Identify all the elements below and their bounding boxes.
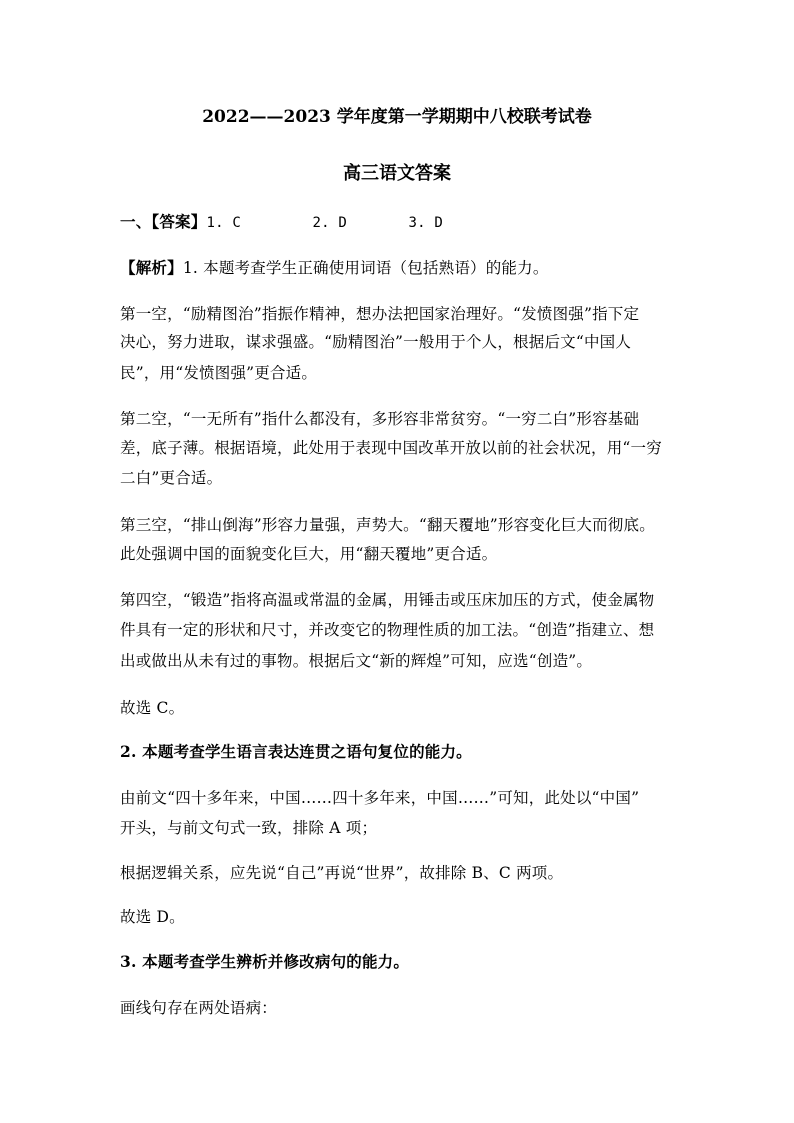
blank4-line-3: 出或做出从未有过的事物。根据后文“新的辉煌”可知，应选“创造”。 — [120, 652, 593, 670]
blank1-line-3: 民”，用“发愤图强”更合适。 — [120, 364, 318, 382]
answer-item-1: 1. C — [206, 215, 241, 231]
q2-heading: 2. 本题考查学生语言表达连贯之语句复位的能力。 — [120, 742, 472, 761]
answer-line — [120, 211, 710, 234]
exam-title: 2022——2023 学年度第一学期期中八校联考试卷 — [202, 107, 592, 127]
choose-line-2: 故选 D。 — [120, 908, 185, 926]
q3-line: 画线句存在两处语病： — [120, 999, 278, 1017]
choose-line-1: 故选 C。 — [120, 699, 185, 717]
blank1-line-2: 决心，努力进取，谋求强盛。“励精图治”一般用于个人，根据后文“中国人 — [120, 333, 632, 351]
analysis-intro-line — [120, 257, 710, 279]
blank2-line-1: 第二空，“一无所有”指什么都没有，多形容非常贫穷。“一穷二白”形容基础 — [120, 410, 640, 428]
q3-heading: 3. 本题考查学生辨析并修改病句的能力。 — [120, 952, 410, 971]
blank4-line-1: 第四空，“锻造”指将高温或常温的金属，用锤击或压床加压的方式，使金属物 — [120, 591, 655, 609]
blank3-line-2: 此处强调中国的面貌变化巨大，用“翻天覆地”更合适。 — [120, 545, 498, 563]
q2-logic-line: 根据逻辑关系，应先说“自己”再说“世界”，故排除 B、C 两项。 — [120, 864, 564, 882]
blank1-line-1: 第一空，“励精图治”指振作精神，想办法把国家治理好。“发愤图强”指下定 — [120, 305, 640, 323]
blank2-line-3: 二白”更合适。 — [120, 469, 223, 487]
answer-item-3: 3. D — [408, 215, 443, 231]
blank4-line-2: 件具有一定的形状和尺寸，并改变它的物理性质的加工法。“创造”指建立、想 — [120, 621, 655, 639]
exam-subtitle: 高三语文答案 — [343, 163, 451, 184]
analysis-intro: 1. 本题考查学生正确使用词语（包括熟语）的能力。 — [182, 259, 549, 277]
blank2-line-2: 差，底子薄。根据语境，此处用于表现中国改革开放以前的社会状况，用“一穷 — [120, 439, 662, 457]
analysis-label: 【解析】 — [120, 258, 183, 277]
answer-prefix: 一、【答案】 — [120, 212, 207, 231]
blank3-line-1: 第三空，“排山倒海”形容力量强，声势大。“翻天覆地”形容变化巨大而彻底。 — [120, 516, 655, 534]
q2-line-2: 开头，与前文句式一致，排除 A 项； — [120, 819, 378, 837]
q2-line-1: 由前文“四十多年来，中国……四十多年来，中国……”可知，此处以“中国” — [120, 789, 640, 807]
answer-item-2: 2. D — [312, 215, 347, 231]
